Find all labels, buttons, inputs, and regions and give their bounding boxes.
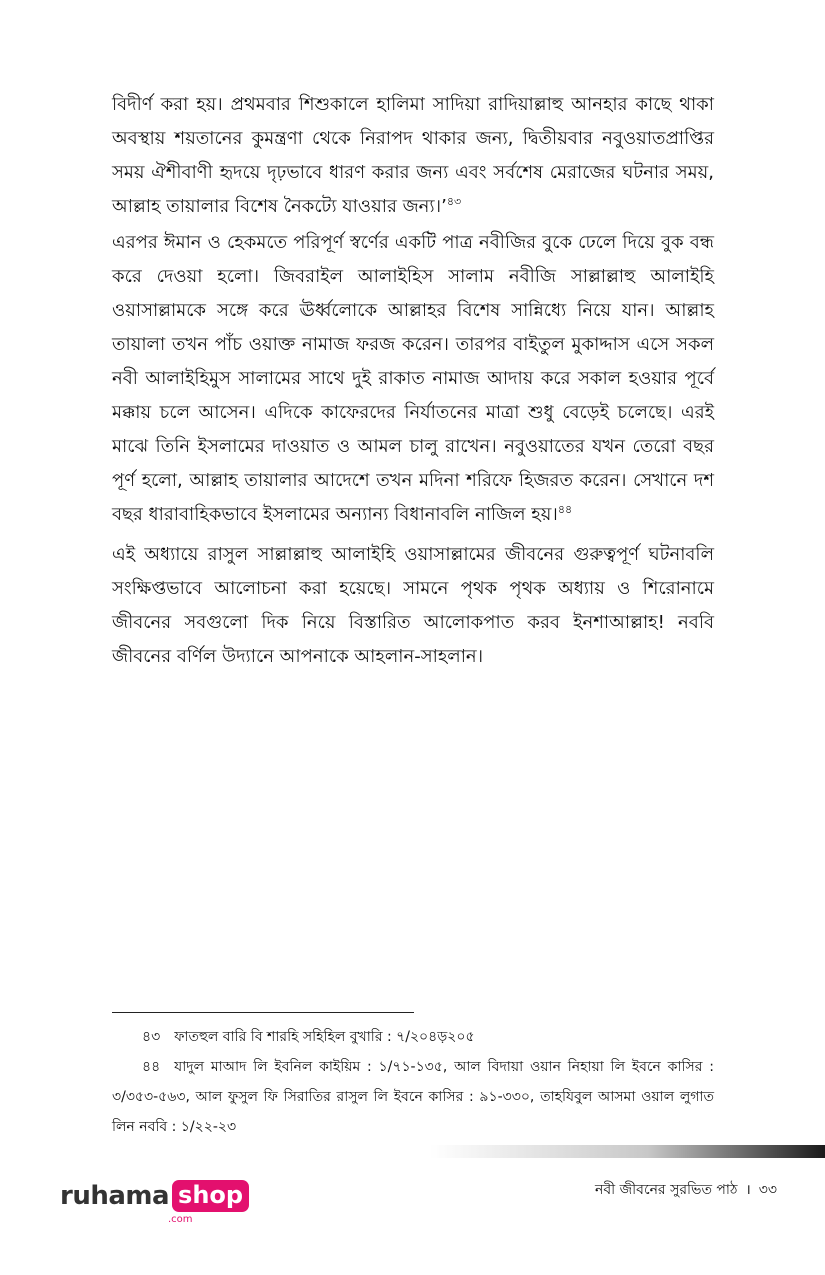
footnote-text: যাদুল মাআদ লি ইবনিল কাইয়িম : ১/৭১-১৩৫, আল বিদায়া ওয়ান নিহায়া লি ইবনে কাসির : ৩/৩৫৩-৫৬৩, আল ফুসুল ফি সিরাতির রাসুল লি ইবনে কাসির : ৯১-৩৩০, তাহযিবুল আসমা ওয়াল লুগাত লিন নববি : ১/২২-২৩ — [112, 1059, 714, 1135]
footnote-ref-44[interactable]: ৪৪ — [557, 503, 573, 516]
ruhamashop-logo — [60, 1176, 249, 1216]
running-footer — [595, 1178, 777, 1202]
logo-com-text: .com — [168, 1214, 193, 1225]
body-paragraph-2 — [112, 226, 714, 532]
footnote-number: ৪৪ — [142, 1059, 161, 1075]
footnote-43 — [112, 1022, 714, 1052]
body-paragraph-3 — [112, 538, 714, 674]
paragraph-text: এই অধ্যায়ে রাসুল সাল্লাল্লাহু আলাইহি ওয়াসাল্লামের জীবনের গুরুত্বপূর্ণ ঘটনাবলি সংক্ষিপ্তভাবে আলোচনা করা হয়েছে। সামনে পৃথক পৃথক অধ্যায় ও শিরোনামে জীবনের সবগুলো দিক নিয়ে বিস্তারিত আলোকপাত করব ইনশাআল্লাহ! নববি জীবনের বর্ণিল উদ্যানে আপনাকে আহলান-সাহলান। — [112, 544, 714, 667]
footnote-text: ফাতহুল বারি বি শারহি সহিহিল বুখারি : ৭/২০৪ড়২০৫ — [174, 1029, 475, 1045]
footnote-44 — [112, 1052, 714, 1142]
page-number: ৩৩ — [758, 1182, 777, 1198]
logo-shop-text: shop — [178, 1181, 244, 1209]
footnote-ref-43[interactable]: ৪৩ — [446, 195, 462, 208]
logo-shop-badge — [172, 1180, 249, 1212]
footer-gradient-bar — [430, 1145, 825, 1158]
paragraph-text: বিদীর্ণ করা হয়। প্রথমবার শিশুকালে হালিমা সাদিয়া রাদিয়াল্লাহু আনহার কাছে থাকা অবস্থায় শয়তানের কুমন্ত্রণা থেকে নিরাপদ থাকার জন্য, দ্বিতীয়বার নবুওয়াতপ্রাপ্তির সময় ঐশীবাণী হৃদয়ে দৃঢ়ভাবে ধারণ করার জন্য এবং সর্বশেষ মেরাজের ঘটনার সময়, আল্লাহ তায়ালার বিশেষ নৈকট্যে যাওয়ার জন্য।’ — [112, 94, 714, 217]
book-title: নবী জীবনের সুরভিত পাঠ — [595, 1182, 738, 1198]
paragraph-text: এরপর ঈমান ও হেকমতে পরিপূর্ণ স্বর্ণের একটি পাত্র নবীজির বুকে ঢেলে দিয়ে বুক বন্ধ করে দেওয়া হলো। জিবরাইল আলাইহিস সালাম নবীজি সাল্লাল্লাহু আলাইহি ওয়াসাল্লামকে সঙ্গে করে ঊর্ধ্বলোকে আল্লাহর বিশেষ সান্নিধ্যে নিয়ে যান। আল্লাহ তায়ালা তখন পাঁচ ওয়াক্ত নামাজ ফরজ করেন। তারপর বাইতুল মুকাদ্দাস এসে সকল নবী আলাইহিমুস সালামের সাথে দুই রাকাত নামাজ আদায় করে সকাল হওয়ার পূর্বে মক্কায় চলে আসেন। এদিকে কাফেরদের নির্যাতনের মাত্রা শুধু বেড়েই চলেছে। এরই মাঝে তিনি ইসলামের দাওয়াত ও আমল চালু রাখেন। নবুওয়াতের যখন তেরো বছর পূর্ণ হলো, আল্লাহ তায়ালার আদেশে তখন মদিনা শরিফে হিজরত করেন। সেখানে দশ বছর ধারাবাহিকভাবে ইসলামের অন্যান্য বিধানাবলি নাজিল হয়। — [112, 232, 714, 525]
logo-ruhama-text: ruhama — [60, 1181, 170, 1211]
body-paragraph-1 — [112, 88, 714, 224]
footnote-number: ৪৩ — [142, 1029, 161, 1045]
footnote-divider — [112, 1012, 414, 1013]
footer-separator: । — [745, 1182, 751, 1198]
